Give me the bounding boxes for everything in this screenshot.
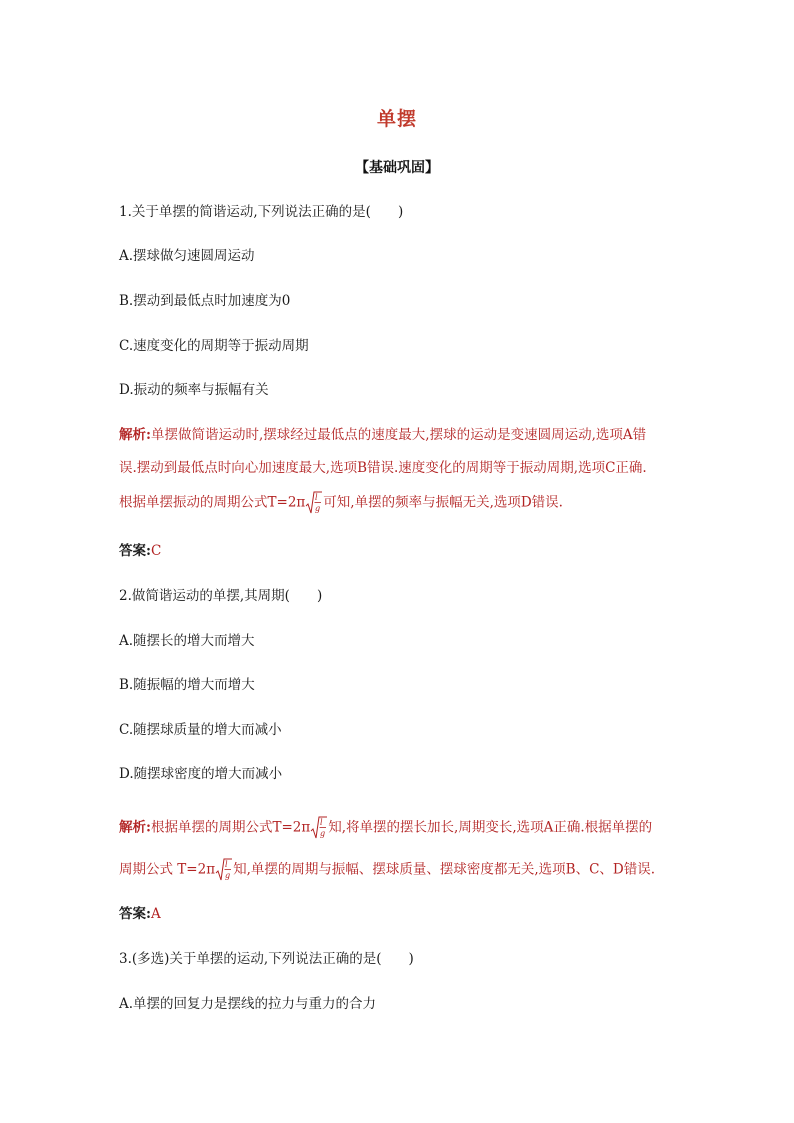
svg-text:l: l (320, 818, 323, 827)
q2-option-d: D.随摆球密度的增大而减小 (119, 766, 283, 782)
q2-analysis-text-2a: 周期公式 (119, 861, 178, 878)
q1-option-d: D.振动的频率与振幅有关 (119, 382, 269, 398)
q1-analysis-label: 解析: (119, 427, 151, 443)
section-heading: 【基础巩固】 (355, 160, 439, 176)
q1-analysis-line-3 (119, 490, 699, 516)
q2-option-c: C.随摆球质量的增大而减小 (119, 722, 282, 738)
q1-answer-value: C (150, 543, 162, 559)
q2-analysis-text-1b: 知,将单摆的摆长加长,周期变长,选项A正确.根据单摆的 (328, 819, 653, 836)
q2-option-b: B.随振幅的增大而增大 (119, 677, 255, 693)
q3-option-a: A.单摆的回复力是摆线的拉力与重力的合力 (119, 996, 377, 1012)
page-title: 单摆 (376, 108, 417, 130)
q1-analysis-text-3b: 可知,单摆的频率与振幅无关,选项D错误. (323, 494, 563, 511)
q1-analysis-line-1 (119, 426, 699, 444)
sqrt-formula-icon (305, 490, 323, 516)
q2-answer-label: 答案: (119, 906, 151, 922)
q1-answer-label: 答案: (119, 543, 151, 559)
sqrt-formula-icon (215, 857, 233, 883)
q1-option-c: C.速度变化的周期等于振动周期 (119, 338, 309, 354)
q2-option-a: A.随摆长的增大而增大 (119, 633, 255, 649)
svg-text:g: g (315, 504, 321, 513)
q2-analysis-line-2 (119, 857, 699, 883)
q1-analysis-text-3a: 根据单摆振动的周期公式 (119, 494, 268, 511)
q2-analysis-text-2b: 知,单摆的周期与振幅、摆球质量、摆球密度都无关,选项B、C、D错误. (233, 861, 656, 878)
svg-text:l: l (225, 860, 228, 869)
q3-stem: 3.(多选)关于单摆的运动,下列说法正确的是( ) (119, 951, 414, 967)
svg-text:l: l (315, 493, 318, 502)
period-formula-text: T=2π (177, 861, 216, 878)
sqrt-formula-icon (310, 815, 328, 841)
q2-stem: 2.做简谐运动的单摆,其周期( ) (119, 588, 323, 604)
q1-option-b: B.摆动到最低点时加速度为0 (119, 293, 291, 309)
q1-analysis-line-2: 误.摆动到最低点时向心加速度最大,选项B错误.速度变化的周期等于振动周期,选项C正确. (119, 460, 647, 476)
q2-answer-value: A (150, 906, 161, 922)
q2-analysis-label: 解析: (119, 819, 151, 836)
period-formula-text: T=2π (272, 819, 311, 836)
q2-analysis-line-1 (119, 815, 699, 841)
period-formula-text: T=2π (267, 494, 306, 511)
svg-text:g: g (320, 829, 326, 838)
q1-answer (119, 542, 699, 560)
q1-analysis-text-1: 单摆做简谐运动时,摆球经过最低点的速度最大,摆球的运动是变速圆周运动,选项A错 (150, 427, 647, 443)
q2-answer (119, 905, 699, 923)
q2-analysis-text-1a: 根据单摆的周期公式 (150, 819, 273, 836)
svg-text:g: g (225, 871, 231, 880)
q1-option-a: A.摆球做匀速圆周运动 (119, 248, 255, 264)
q1-stem: 1.关于单摆的简谐运动,下列说法正确的是( ) (119, 204, 404, 220)
